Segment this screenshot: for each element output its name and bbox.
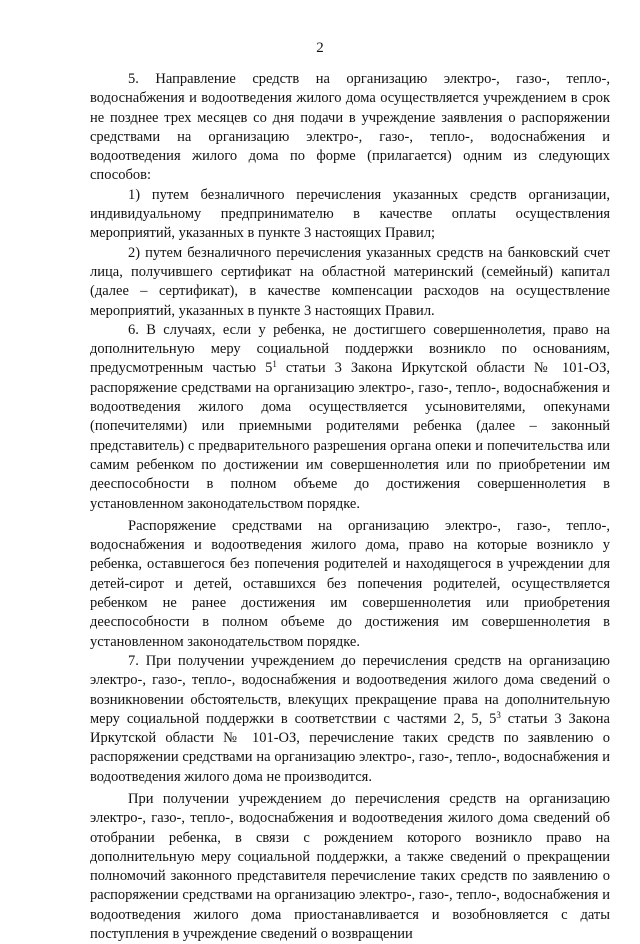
paragraph-7-text-before: 7. При получении учреждением до перечисления средств на организацию электро-, газо-, тепло-, водоснабжения и водоотведения жилого дома сведений о возникновении обстоятельств, влекущих прекращение права на дополнительную меру социальной поддержки в соответствии с частями 2, 5, 5 bbox=[90, 652, 610, 727]
paragraph-6-superscript: 1 bbox=[272, 359, 277, 370]
paragraph-5: 5. Направление средств на организацию электро-, газо-, тепло-, водоснабжения и водоотведения жилого дома осуществляется учреждением в срок не позднее трех месяцев со дня подачи в учреждение заявления о распоряжении средствами на организацию электро-, газо-, тепло-, водоснабжения и водоотведения жилого дома по форме (прилагается) одним из следующих способов: bbox=[90, 71, 610, 184]
paragraph-5-item-1: 1) путем безналичного перечисления указанных средств организации, индивидуальному предпринимателю в качестве оплаты осуществления мероприятий, указанных в пункте 3 настоящих Правил; bbox=[90, 186, 610, 242]
page-number: 2 bbox=[316, 40, 324, 56]
paragraph-6-text-after: статьи 3 Закона Иркутской области № 101-ОЗ, распоряжение средствами на организацию электро-, газо-, тепло-, водоснабжения и водоотведения жилого дома осуществляется усыновителями, опекунами (попечителями) или приемными родителями ребенка (далее – законный представитель) с предварительного разрешения органа опеки и попечительства или самим ребенком по достижении им совершеннолетия или по приобретении им дееспособности в полном объеме до достижения совершеннолетия в установленном законодательством порядке. bbox=[90, 360, 610, 512]
paragraph-7 bbox=[90, 652, 610, 787]
paragraph-5-item-2: 2) путем безналичного перечисления указанных средств на банковский счет лица, получившего сертификат на областной материнский (семейный) капитал (далее – сертификат), в качестве компенсации расходов на осуществление мероприятий, указанных в пункте 3 настоящих Правил. bbox=[90, 244, 610, 319]
paragraph-6 bbox=[90, 321, 610, 514]
paragraph-7-continuation: При получении учреждением до перечисления средств на организацию электро-, газо-, тепло-, водоснабжения и водоотведения жилого дома сведений об отобрании ребенка, в связи с рождением которого возникло право на дополнительную меру социальной поддержки, а также сведений о прекращении полномочий законного представителя перечисление таких средств по заявлению о распоряжении средствами на организацию электро-, газо-, тепло-, водоснабжения и водоотведения жилого дома приостанавливается и возобновляется с даты поступления в учреждение сведений о возвращении bbox=[90, 790, 610, 943]
paragraph-6-text-before: 6. В случаях, если у ребенка, не достигшего совершеннолетия, право на дополнительную меру социальной поддержки возникло по основаниям, предусмотренным частью 5 bbox=[90, 321, 610, 377]
paragraph-7-text-after: статьи 3 Закона Иркутской области № 101-ОЗ, перечисление таких средств по заявлению о распоряжении средствами на организацию электро-, газо-, тепло-, водоснабжения и водоотведения жилого дома не производится. bbox=[90, 710, 610, 785]
document-body bbox=[90, 70, 610, 944]
paragraph-6-continuation: Распоряжение средствами на организацию электро-, газо-, тепло-, водоснабжения и водоотведения жилого дома, право на которые возникло у ребенка, оставшегося без попечения родителей и находящегося в учреждении для детей-сирот и детей, оставшихся без попечения родителей, осуществляется ребенком не ранее достижения им совершеннолетия или приобретения дееспособности в полном объеме до достижения им совершеннолетия в установленном законодательством порядке. bbox=[90, 517, 610, 650]
paragraph-7-superscript: 3 bbox=[496, 709, 501, 720]
